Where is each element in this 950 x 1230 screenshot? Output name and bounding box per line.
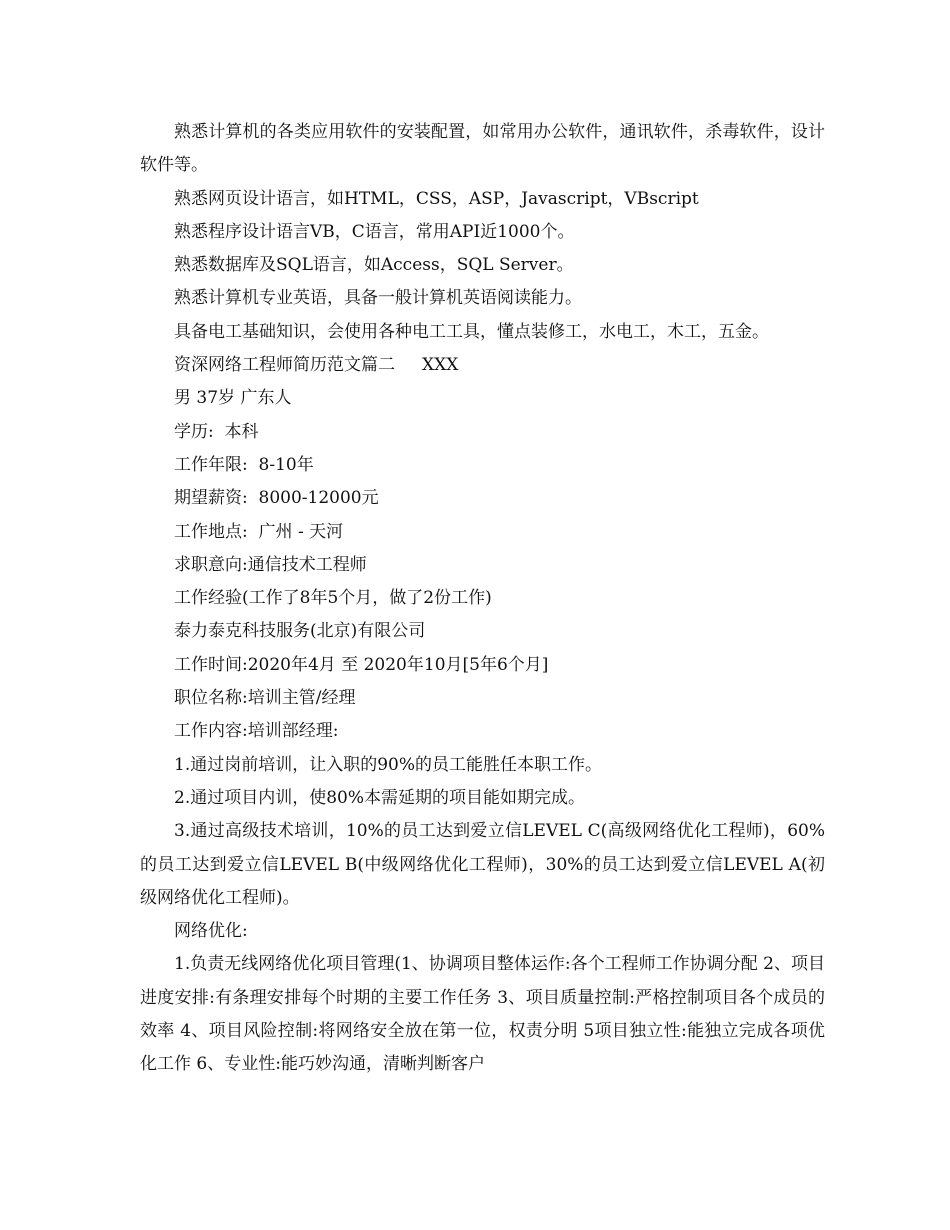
work-content-heading: 工作内容:培训部经理:: [174, 721, 339, 742]
profile-job-intention: 求职意向:通信技术工程师: [174, 554, 367, 575]
profile-basic-info: 男 37岁 广东人: [174, 388, 292, 409]
work-content-item-1: 1.通过岗前培训，让入职的90%的员工能胜任本职工作。: [174, 754, 603, 775]
paragraph-electrical-skills: 具备电工基础知识，会使用各种电工工具，懂点装修工，水电工，木工，五金。: [174, 321, 769, 342]
work-content-item-2: 2.通过项目内训，使80%本需延期的项目能如期完成。: [174, 787, 586, 808]
profile-work-location: 工作地点: 广州 - 天河: [174, 521, 344, 542]
profile-expected-salary: 期望薪资: 8000-12000元: [174, 488, 379, 509]
paragraph-programming-languages: 熟悉程序设计语言VB，C语言，常用API近1000个。: [174, 221, 575, 242]
work-experience-summary: 工作经验(工作了8年5个月，做了2份工作): [174, 588, 492, 609]
profile-education: 学历: 本科: [174, 421, 259, 442]
company-name: 泰力泰克科技服务(北京)有限公司: [174, 621, 426, 642]
network-optimization-item-1: 1.负责无线网络优化项目管理(1、协调项目整体运作:各个工程师工作协调分配 2、项目进度安排:有条理安排每个时期的主要工作任务 3、项目质量控制:严格控制项目各个成员的效率 4、项目风险控制:将网络安全放在第一位，权责分明 5项目独立性:能独立完成各项优化工作 6、专业性:能巧妙沟通，清晰判断客户: [140, 954, 825, 1075]
paragraph-english-skills: 熟悉计算机专业英语，具备一般计算机英语阅读能力。: [174, 288, 582, 309]
document-body: [140, 116, 825, 1082]
paragraph-software-skills: 熟悉计算机的各类应用软件的安装配置，如常用办公软件，通讯软件，杀毒软件，设计软件等。: [140, 122, 825, 176]
profile-work-years: 工作年限: 8-10年: [174, 454, 314, 475]
network-optimization-heading: 网络优化:: [174, 921, 248, 942]
work-period: 工作时间:2020年4月 至 2020年10月[5年6个月]: [174, 654, 549, 675]
position-title: 职位名称:培训主管/经理: [174, 688, 356, 709]
work-content-item-3: 3.通过高级技术培训，10%的员工达到爱立信LEVEL C(高级网络优化工程师)，60%的员工达到爱立信LEVEL B(中级网络优化工程师)，30%的员工达到爱立信LEVEL A(初级网络优化工程师)。: [140, 821, 825, 908]
paragraph-database-skills: 熟悉数据库及SQL语言，如Access，SQL Server。: [174, 255, 574, 276]
section-title-resume-two: 资深网络工程师简历范文篇二 XXX: [174, 355, 459, 376]
paragraph-web-languages: 熟悉网页设计语言，如HTML，CSS，ASP，Javascript，VBscript: [174, 188, 699, 209]
